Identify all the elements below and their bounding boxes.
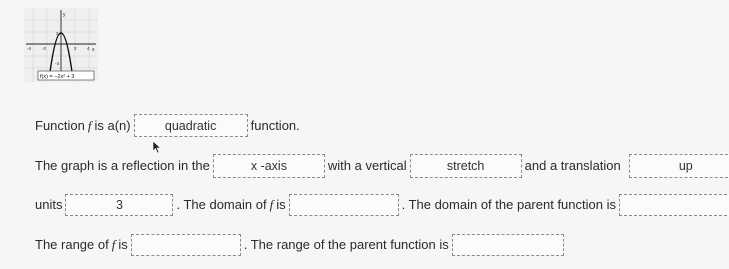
q3-function-var: f <box>269 197 274 212</box>
q1-prefix: Function <box>35 117 85 133</box>
x-tick: 4 <box>87 46 90 51</box>
q2-mid1: with a vertical <box>327 158 407 173</box>
answer-box-domain-f[interactable] <box>289 194 399 216</box>
q4-prefix: The range of <box>35 237 109 252</box>
q1-suffix: function. <box>250 117 300 133</box>
y-tick: 2 <box>56 31 59 36</box>
function-label: f(x) = −2x² + 3 <box>40 74 75 80</box>
q3-mid1: . The domain of <box>176 197 267 212</box>
x-tick: -4 <box>27 46 32 51</box>
parabola-graph <box>24 8 98 82</box>
answer-box-range-parent[interactable] <box>452 234 564 256</box>
answer-box-domain-parent[interactable] <box>619 194 729 216</box>
q4-mid2: . The range of the parent function is <box>243 237 449 252</box>
q3-mid2: is <box>276 197 286 212</box>
x-tick: -2 <box>42 46 47 51</box>
q2-prefix: The graph is a reflection in the <box>35 158 210 173</box>
answer-box-stretch-type[interactable]: stretch <box>410 154 522 178</box>
answer-box-translation-direction[interactable]: up <box>629 154 729 178</box>
q3-prefix: units <box>35 197 63 212</box>
q4-mid1: is <box>118 237 128 252</box>
question-line-2 <box>35 154 729 178</box>
answer-box-reflection-axis[interactable]: x -axis <box>213 154 325 178</box>
question-line-4 <box>35 234 567 256</box>
q2-mid2: and a translation <box>524 158 621 173</box>
x-axis-label: x <box>92 47 95 53</box>
q4-function-var: f <box>111 237 116 252</box>
mouse-cursor-icon <box>152 140 162 154</box>
question-line-3 <box>35 194 729 216</box>
answer-box-range-f[interactable] <box>131 234 241 256</box>
x-tick: 2 <box>74 46 77 51</box>
answer-box-function-type[interactable]: quadratic <box>134 114 248 137</box>
q3-mid3: . The domain of the parent function is <box>401 197 616 212</box>
question-line-1 <box>35 114 300 137</box>
answer-box-translation-units[interactable]: 3 <box>65 194 173 216</box>
y-tick: -4 <box>55 61 60 66</box>
q1-middle: is a(n) <box>94 117 131 133</box>
y-axis-label: y <box>63 12 66 18</box>
q1-function-var: f <box>87 117 92 133</box>
